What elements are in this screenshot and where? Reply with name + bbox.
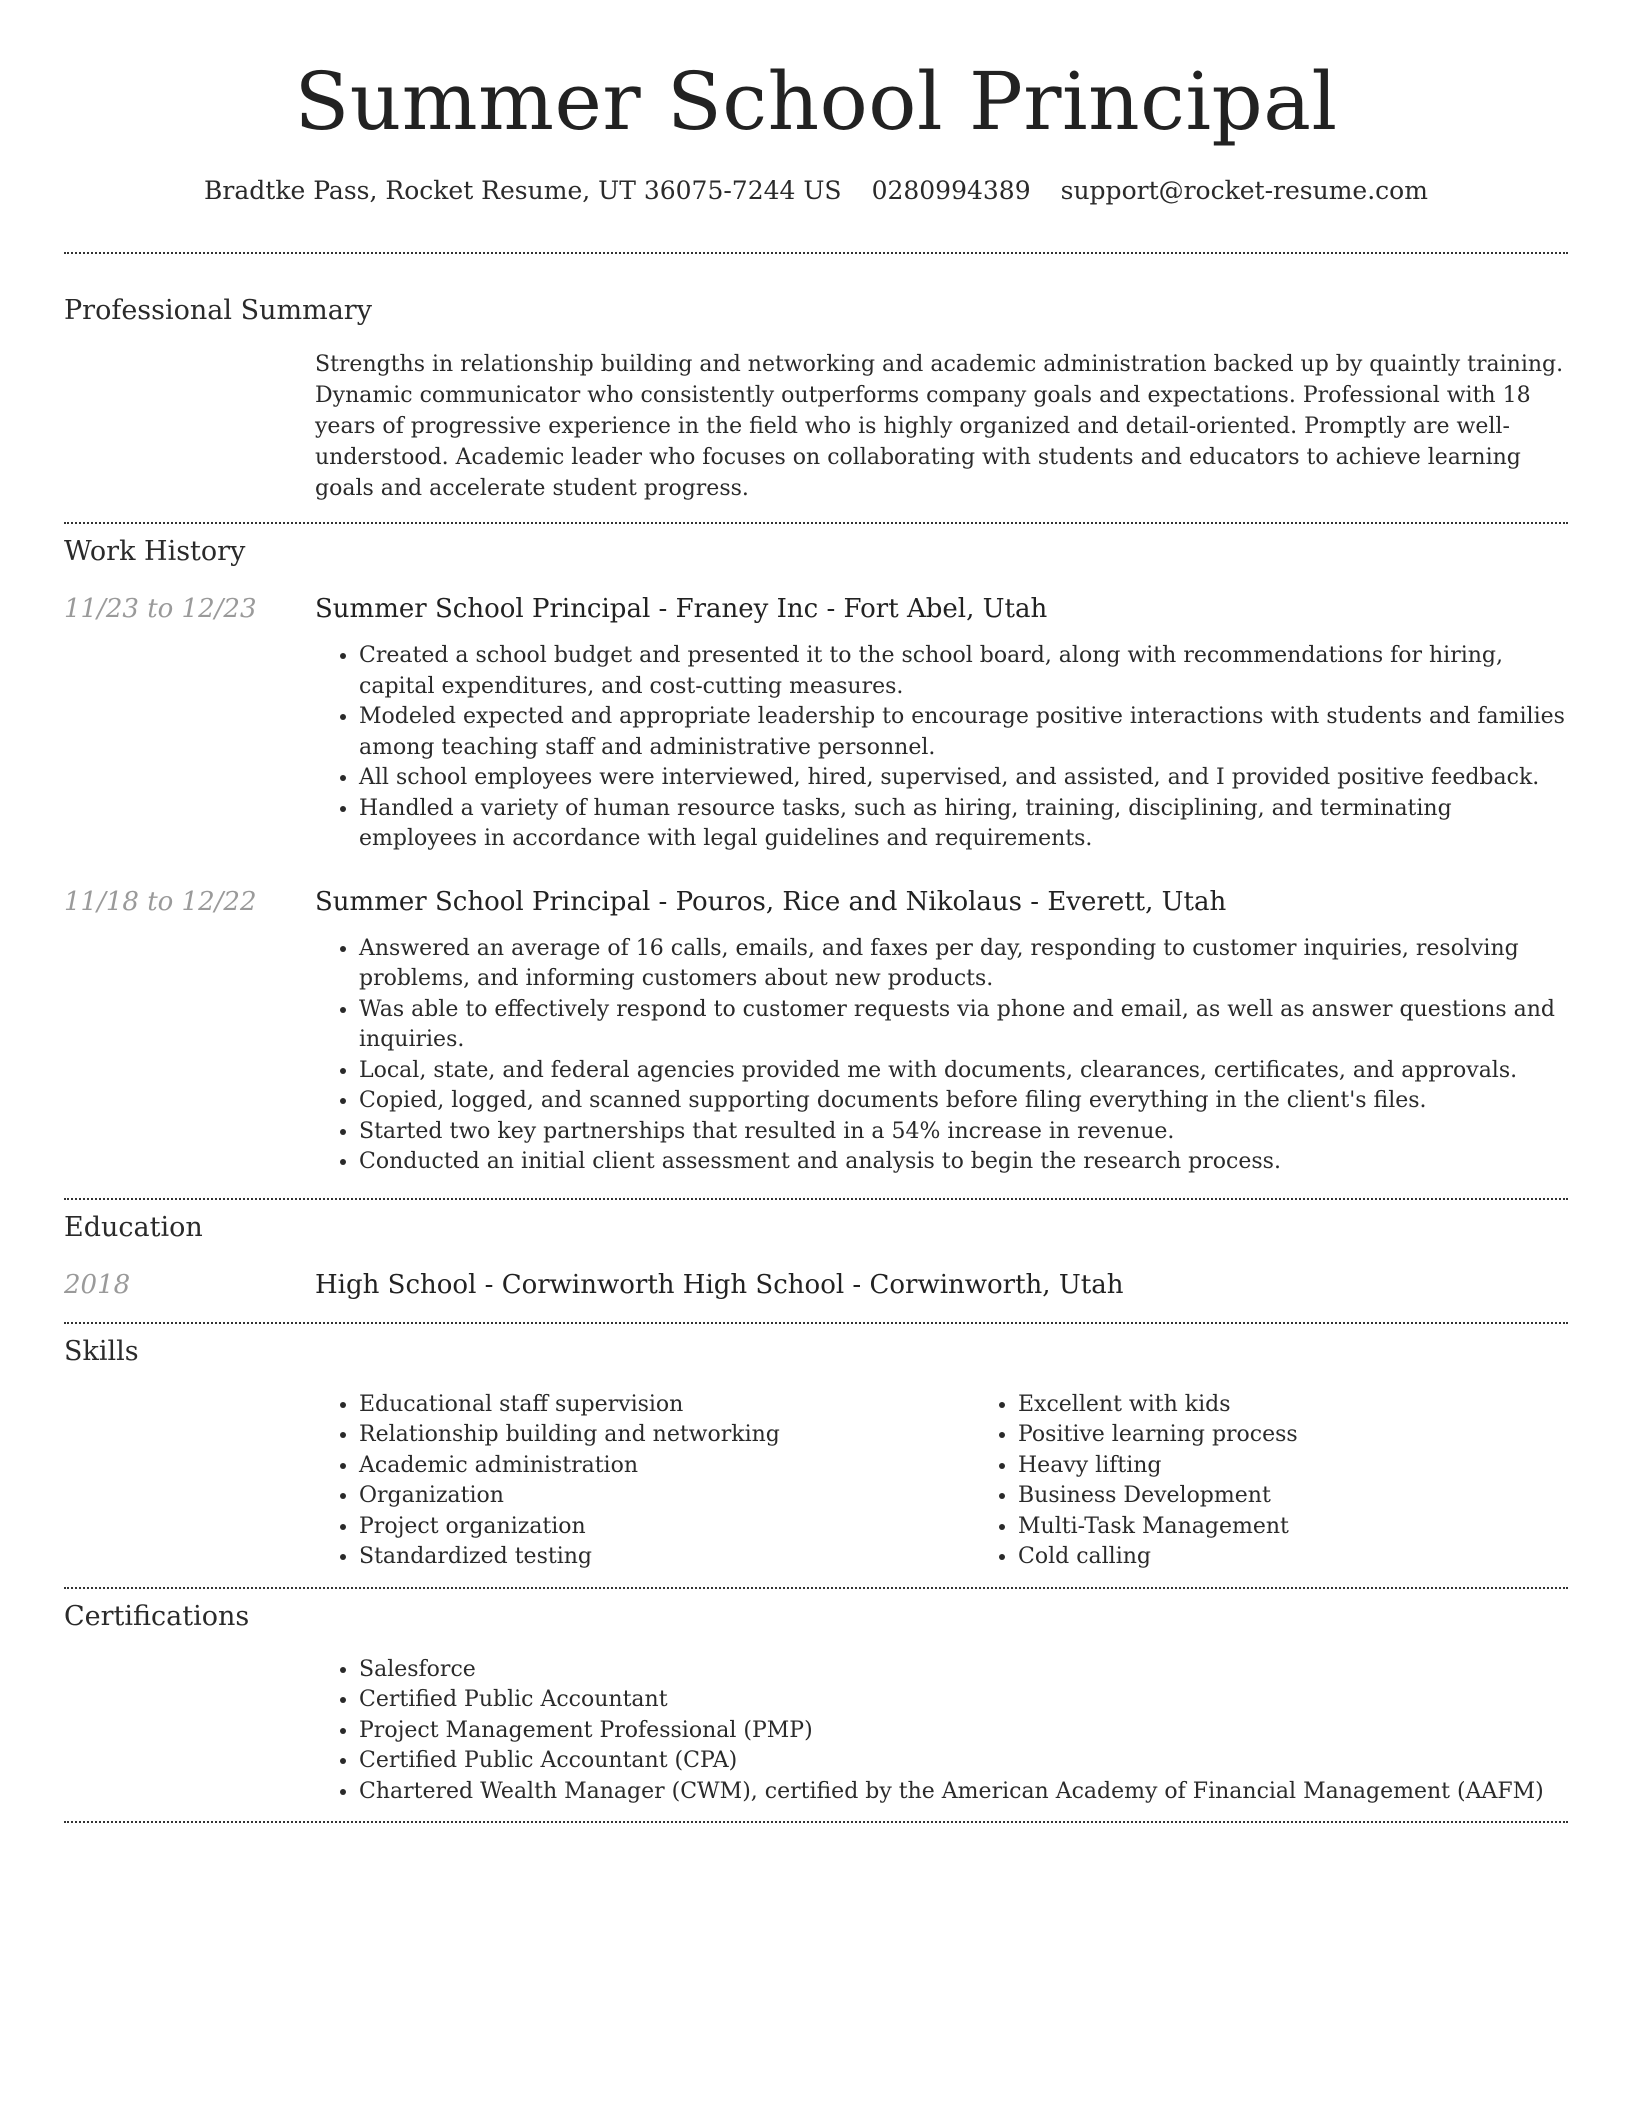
- education-body: [315, 1268, 1568, 1302]
- skill-item: • Cold calling: [1018, 1542, 1632, 1573]
- job-bullet: • Copied, logged, and scanned supporting documents before filing everything in the client's files.: [359, 1086, 1568, 1117]
- job-title: Summer School Principal - Franey Inc - Fort Abel, Utah: [315, 594, 1048, 624]
- contact-line: [64, 174, 1568, 208]
- certification-item: • Project Management Professional (PMP): [359, 1716, 1568, 1747]
- job-body: [315, 592, 1568, 855]
- job-bullet: • Was able to effectively respond to customer requests via phone and email, as well as answer questions and inquiries.: [359, 995, 1568, 1056]
- skill-item: • Relationship building and networking: [359, 1420, 974, 1451]
- job-dates: 11/23 to 12/23: [64, 594, 257, 624]
- certification-item: • Chartered Wealth Manager (CWM), certified by the American Academy of Financial Management (AAFM): [359, 1777, 1568, 1808]
- certifications-body: [315, 1655, 1568, 1808]
- contact-address: Bradtke Pass, Rocket Resume, UT 36075-7244 US: [204, 176, 842, 205]
- job-bullet: • Created a school budget and presented it to the school board, along with recommendations for hiring, capital expenditures, and cost-cutting measures.: [359, 641, 1568, 702]
- skills-grid: [315, 1390, 1632, 1573]
- skills-title: Skills: [64, 1335, 139, 1367]
- job-bullets: [315, 641, 1568, 855]
- certification-item: • Certified Public Accountant: [359, 1685, 1568, 1716]
- skill-item: • Business Development: [1018, 1481, 1632, 1512]
- skill-item: • Academic administration: [359, 1451, 974, 1482]
- education-entry: [64, 1268, 1568, 1302]
- skill-item: • Heavy lifting: [1018, 1451, 1632, 1482]
- job-bullet: • All school employees were interviewed, hired, supervised, and assisted, and I provided positive feedback.: [359, 763, 1568, 794]
- contact-phone: 0280994389: [871, 176, 1031, 205]
- education-section: [64, 1200, 1568, 1302]
- skills-list-right: [974, 1390, 1632, 1573]
- summary-body: [315, 349, 1568, 504]
- summary-title: Professional Summary: [64, 295, 372, 326]
- summary-row: [64, 349, 1568, 504]
- job-bullet: • Modeled expected and appropriate leadership to encourage positive interactions with students and families among teaching staff and administrative personnel.: [359, 702, 1568, 763]
- job-bullet: • Conducted an initial client assessment and analysis to begin the research process.: [359, 1147, 1568, 1178]
- resume-name: Summer School Principal: [294, 55, 1338, 148]
- job-bullet: • Started two key partnerships that resulted in a 54% increase in revenue.: [359, 1117, 1568, 1148]
- job-dates: 11/18 to 12/22: [64, 886, 257, 917]
- skill-item: • Organization: [359, 1481, 974, 1512]
- skills-row: [64, 1390, 1568, 1573]
- summary-section: [64, 254, 1568, 504]
- job-bullet: • Handled a variety of human resource tasks, such as hiring, training, disciplining, and terminating employees in accordance with legal guidelines and requirements.: [359, 794, 1568, 855]
- skill-item: • Multi-Task Management: [1018, 1512, 1632, 1543]
- certification-item: • Certified Public Accountant (CPA): [359, 1746, 1568, 1777]
- skill-item: • Excellent with kids: [1018, 1390, 1632, 1421]
- skill-item: • Educational staff supervision: [359, 1390, 974, 1421]
- work-title: Work History: [64, 536, 246, 567]
- certifications-row: [64, 1655, 1568, 1808]
- job-title: Summer School Principal - Pouros, Rice and Nikolaus - Everett, Utah: [315, 886, 1227, 917]
- certifications-list: [315, 1655, 1568, 1808]
- work-section: [64, 524, 1568, 1178]
- job-bullet: • Local, state, and federal agencies provided me with documents, clearances, certificates, and approvals.: [359, 1056, 1568, 1087]
- job-entry: [64, 885, 1568, 1178]
- certifications-section: [64, 1589, 1568, 1808]
- certifications-title: Certifications: [64, 1600, 250, 1632]
- skill-item: • Project organization: [359, 1512, 974, 1543]
- summary-text: Strengths in relationship building and networking and academic administration backed up by quaintly training. Dynamic communicator who consistently outperforms company goals and expectations. Professional with 18 years of progressive experience in the field who is highly organized and detail-oriented. Promptly are well-understood. Academic leader who focuses on collaborating with students and educators to achieve learning goals and accelerate student progress.: [315, 352, 1564, 501]
- job-body: [315, 885, 1568, 1178]
- job-bullet: • Answered an average of 16 calls, emails, and faxes per day, responding to customer inquiries, resolving problems, and informing customers about new products.: [359, 934, 1568, 995]
- skill-item: • Standardized testing: [359, 1542, 974, 1573]
- education-title: Education: [64, 1211, 203, 1243]
- skills-list-left: [315, 1390, 974, 1573]
- skills-section: [64, 1324, 1568, 1573]
- certification-item: • Salesforce: [359, 1655, 1568, 1686]
- job-bullets: [315, 934, 1568, 1178]
- contact-email: support@rocket-resume.com: [1060, 176, 1428, 205]
- section-divider: [64, 1821, 1568, 1823]
- education-year: 2018: [64, 1269, 131, 1300]
- job-entry: [64, 592, 1568, 855]
- education-text: High School - Corwinworth High School - Corwinworth, Utah: [315, 1269, 1124, 1300]
- skill-item: • Positive learning process: [1018, 1420, 1632, 1451]
